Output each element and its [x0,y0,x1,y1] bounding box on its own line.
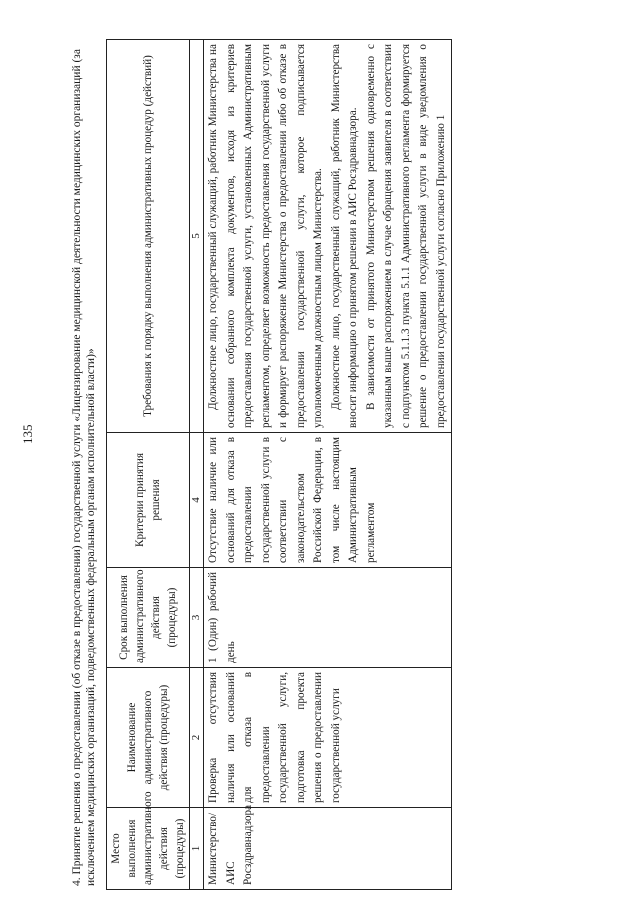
header-place: Место выполнения административного действия (процедуры) [107,808,190,890]
header-action: Наименование административного действия (процедуры) [107,668,190,808]
column-number: 4 [190,433,204,568]
procedure-table [106,39,452,890]
requirements-paragraph: В зависимости от принятого Министерством решения одновременно с указанным выше распоряжением в случае обращения заявителя в соответствии с подпунктом 5.1.1.3 пункта 5.1.1 Административного регламента формируется решение о предоставлении государственной услуги в виде уведомления о предоставлении государственной услуги согласно Приложению 1 [364,44,447,428]
requirements-paragraph: Должностное лицо, государственный служащий, работник Министерства на основании собранного комплекта документов, исходя из критериев предоставления государственной услуги, установленных Административным регламентом, определяет возможность предоставления государственной услуги и формирует распоряжение Министерства о предоставлении либо об отказе в предоставлении государственной услуги, которое подписывается уполномоченным должностным лицом Министерства. [207,44,324,428]
section-heading: 4. Принятие решения о предоставлении (об отказе в предоставлении) государственной услуги «Лицензирование медицинской деятельности медицинских организаций (за исключением медицинских организаций, подведомственных федеральным органам исполнительной власти)» [71,49,97,886]
column-number: 1 [190,808,204,890]
cell-term: 1 (Один) рабочий день [204,568,452,668]
page-number: 135 [20,424,35,444]
column-number: 2 [190,668,204,808]
header-requirements: Требования к порядку выполнения административных процедур (действий) [107,40,190,433]
column-number: 5 [190,40,204,433]
header-criteria: Критерии принятия решения [107,433,190,568]
column-number: 3 [190,568,204,668]
rotated-page-content [70,40,580,890]
cell-place: Министерство/ АИС Росздравнадзора [204,808,452,890]
cell-action: Проверка отсутствия наличия или оснований для отказа в предоставлении государственной услуги, подготовка проекта решения о предоставлении государственной услуги [204,668,452,808]
cell-criteria: Отсутствие наличие или оснований для отказа в предоставлении государственной услуги в соответствии с законодательством Российской Федерации, в том числе настоящим Административным регламентом [204,433,452,568]
table-row [204,40,452,890]
header-term: Срок выполнения административного действия (процедуры) [107,568,190,668]
column-number-row [190,40,204,890]
cell-requirements [204,40,452,433]
requirements-paragraph: Должностное лицо, государственный служащий, работник Министерства вносит информацию о принятом решении в АИС Росздравнадзора. [329,44,359,428]
table-header-row [107,40,190,890]
